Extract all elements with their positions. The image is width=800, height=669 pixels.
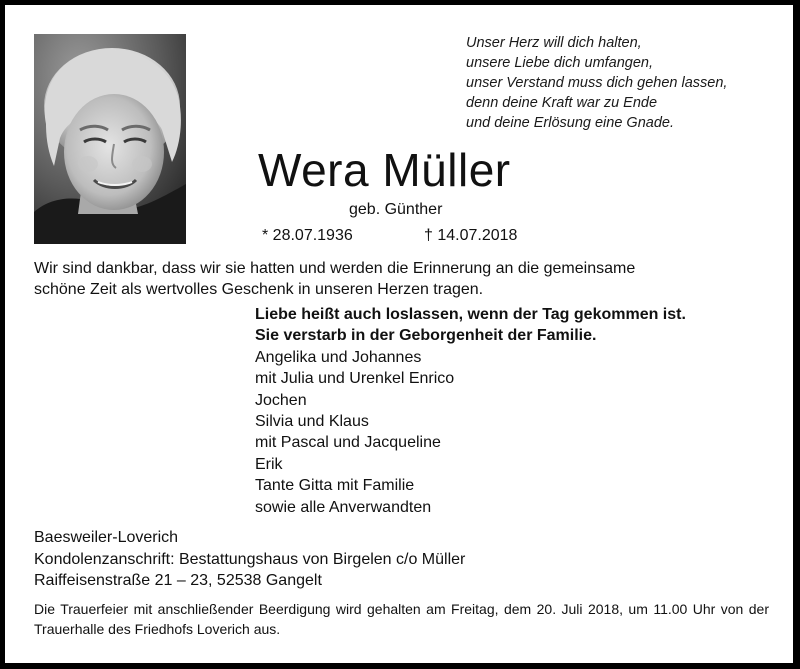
mourner-name: Angelika und Johannes (255, 348, 422, 366)
place-line: Baesweiler-Loverich (34, 529, 179, 546)
mourner-name: mit Pascal und Jacqueline (255, 434, 441, 452)
condolence-address (34, 527, 774, 592)
poem-line: denn deine Kraft war zu Ende (466, 95, 658, 111)
gratitude-line: schöne Zeit als wertvolles Geschenk in unseren Herzen tragen. (34, 281, 484, 298)
mourner-name: mit Julia und Urenkel Enrico (255, 370, 455, 388)
mourner-name: Silvia und Klaus (255, 413, 369, 431)
mourner-name: Tante Gitta mit Familie (255, 477, 415, 495)
mourner-name: sowie alle Anverwandten (255, 498, 432, 516)
poem (466, 33, 786, 133)
gratitude-line: Wir sind dankbar, dass wir sie hatten und werden die Erinnerung an die gemeinsame (34, 260, 636, 277)
death-date: † 14.07.2018 (424, 227, 518, 244)
poem-line: und deine Erlösung eine Gnade. (466, 115, 674, 131)
life-dates (262, 225, 518, 247)
birth-date: * 28.07.1936 (262, 227, 353, 244)
obituary-card (5, 5, 793, 663)
birth-name: geb. Günther (349, 201, 443, 218)
condolence-line: Kondolenzanschrift: Bestattungshaus von Birgelen c/o Müller (34, 550, 466, 568)
farewell-line: Sie verstarb in der Geborgenheit der Familie. (255, 327, 597, 345)
mourner-name: Jochen (255, 391, 307, 409)
poem-line: unsere Liebe dich umfangen, (466, 55, 654, 71)
street-line: Raiffeisenstraße 21 – 23, 52538 Gangelt (34, 572, 322, 589)
poem-line: unser Verstand muss dich gehen lassen, (466, 75, 728, 91)
poem-line: Unser Herz will dich halten, (466, 35, 642, 51)
farewell-line: Liebe heißt auch loslassen, wenn der Tag gekommen ist. (255, 306, 686, 323)
portrait-photo (34, 34, 186, 244)
mourner-name: Erik (255, 455, 283, 473)
funeral-notice: Die Trauerfeier mit anschließender Beerdigung wird gehalten am Freitag, dem 20. Juli 2018, um 11.00 Uhr von der Trauerhalle des Friedhofs Loverich aus. (34, 601, 769, 637)
gratitude-text (34, 258, 774, 300)
deceased-name: Wera Müller (258, 144, 511, 196)
family-block (255, 304, 785, 518)
